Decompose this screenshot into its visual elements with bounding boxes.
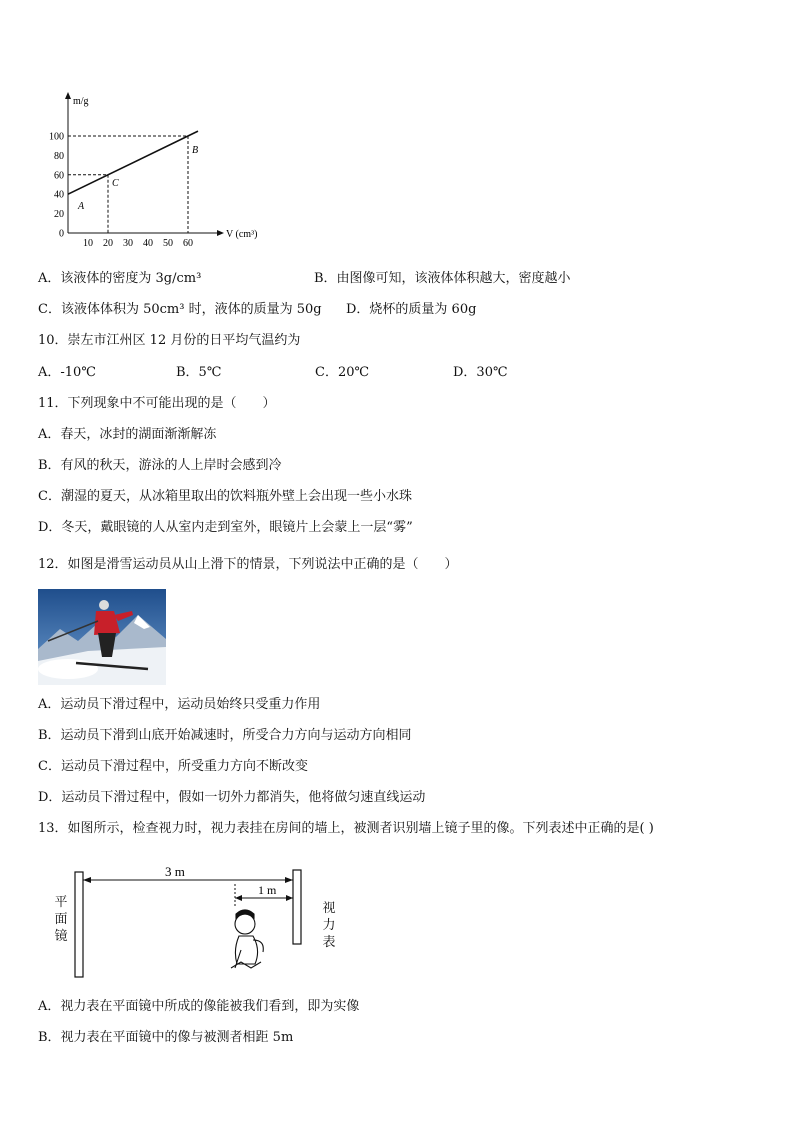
dist-1m-label: 1 m	[258, 883, 277, 897]
y-tick-label: 0	[59, 228, 64, 240]
eye-test-diagram	[55, 858, 315, 988]
x-tick-labels	[83, 238, 193, 248]
q11-stem: 11．下列现象中不可能出现的是（ ）	[38, 396, 276, 411]
dashed-guides	[68, 136, 188, 233]
x-tick-label: 40	[143, 238, 153, 248]
mass-volume-graph	[30, 88, 270, 248]
q10-stem: 10．崇左市江州区 12 月份的日平均气温约为	[38, 333, 301, 348]
point-label-a: A	[78, 201, 85, 213]
x-tick-label: 60	[183, 238, 193, 248]
point-label-c: C	[112, 177, 119, 189]
q11-option-b: B．有风的秋天，游泳的人上岸时会感到冷	[38, 458, 282, 473]
y-tick-label: 20	[54, 209, 64, 221]
point-label-b: B	[192, 145, 199, 156]
person-figure	[231, 910, 263, 968]
y-axis-label: m/g	[73, 96, 89, 107]
dist-3m-label: 3 m	[165, 864, 185, 879]
q9-option-a: A．该液体的密度为 3g/cm³	[38, 271, 202, 286]
q10-option-b: B．5℃	[176, 365, 222, 380]
q9-option-b: B．由图像可知，该液体体积越大，密度越小	[314, 271, 571, 286]
y-axis-arrow	[65, 92, 71, 99]
x-tick-label: 10	[83, 238, 93, 248]
q12-option-a: A．运动员下滑过程中，运动员始终只受重力作用	[38, 697, 321, 712]
q13-option-b: B．视力表在平面镜中的像与被测者相距 5m	[38, 1030, 294, 1045]
x-tick-label: 20	[103, 238, 113, 248]
x-axis-arrow	[217, 230, 224, 236]
q11-option-c: C．潮湿的夏天，从冰箱里取出的饮料瓶外壁上会出现一些小水珠	[38, 489, 412, 504]
eye-chart-board	[293, 870, 301, 944]
y-tick-label: 60	[54, 170, 64, 182]
y-tick-labels	[49, 132, 64, 240]
q11-option-d: D．冬天，戴眼镜的人从室内走到室外，眼镜片上会蒙上一层“雾”	[38, 520, 413, 535]
q10-option-a: A．-10℃	[38, 365, 96, 380]
x-tick-label: 50	[163, 238, 173, 248]
eye-chart-label: 视力表	[322, 901, 336, 950]
y-tick-label: 100	[49, 131, 64, 143]
q10-option-d: D．30℃	[453, 365, 508, 380]
q9-option-d: D．烧杯的质量为 60g	[346, 302, 477, 317]
q13-stem: 13．如图所示，检查视力时，视力表挂在房间的墙上，被测者识别墙上镜子里的像。下列表述中正确的是( )	[38, 821, 654, 836]
y-tick-label: 80	[54, 150, 64, 162]
x-tick-label: 30	[123, 238, 133, 248]
q12-stem: 12．如图是滑雪运动员从山上滑下的情景，下列说法中正确的是（ ）	[38, 557, 458, 572]
skier-photo	[38, 589, 166, 685]
q11-option-a: A．春天，冰封的湖面渐渐解冻	[38, 427, 217, 442]
q12-option-b: B．运动员下滑到山底开始减速时，所受合力方向与运动方向相同	[38, 728, 412, 743]
mirror-label: 平面镜	[54, 895, 68, 944]
q10-option-c: C．20℃	[315, 365, 370, 380]
q12-option-c: C．运动员下滑过程中，所受重力方向不断改变	[38, 759, 308, 774]
mirror	[75, 872, 83, 977]
q13-option-a: A．视力表在平面镜中所成的像能被我们看到，即为实像	[38, 999, 360, 1014]
x-axis-label: V (cm³)	[226, 229, 258, 240]
q12-option-d: D．运动员下滑过程中，假如一切外力都消失，他将做匀速直线运动	[38, 790, 426, 805]
y-tick-label: 40	[54, 189, 64, 201]
q9-option-c: C．该液体体积为 50cm³ 时，液体的质量为 50g	[38, 302, 322, 317]
data-line	[68, 131, 198, 194]
